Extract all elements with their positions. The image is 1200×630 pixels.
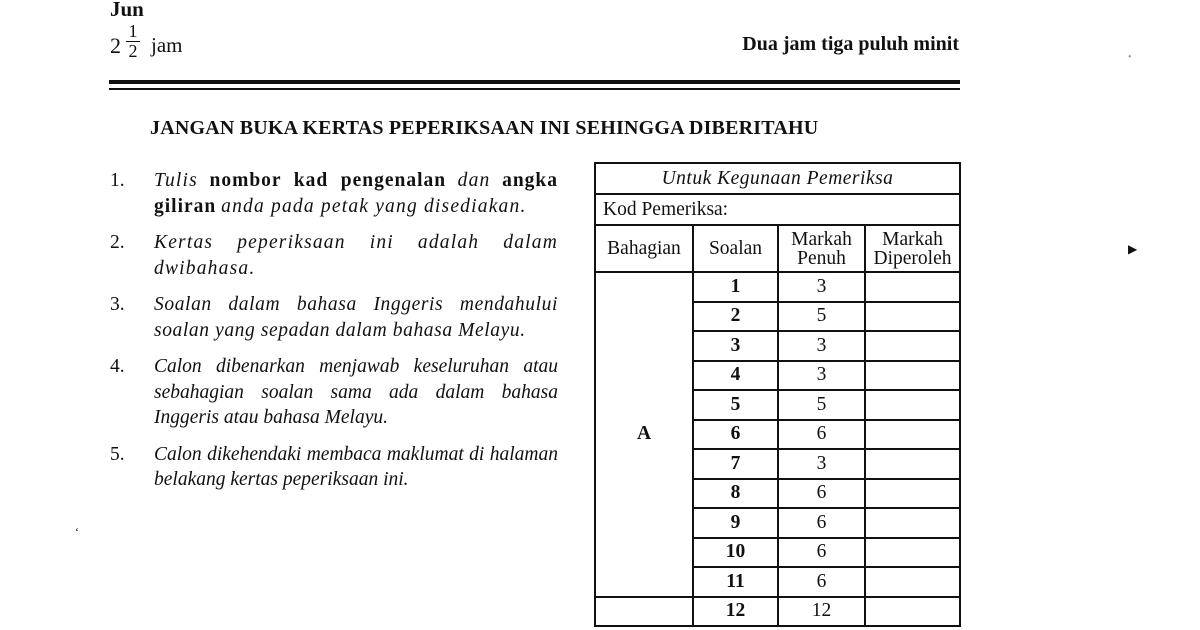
instruction-text: Calon dibenarkan menjawab keseluruhan atau sebahagian soalan sama ada dalam bahasa Inggeris atau bahasa Melayu. xyxy=(154,356,558,428)
question-number: 8 xyxy=(693,479,778,509)
instruction-bold-ic: nombor kad pengenalan xyxy=(209,170,447,191)
table-row xyxy=(595,597,960,627)
instruction-list xyxy=(110,168,558,504)
instruction-post: anda pada petak yang disediakan. xyxy=(221,195,527,217)
full-marks: 6 xyxy=(778,420,865,450)
question-number: 10 xyxy=(693,538,778,568)
marks-obtained-cell[interactable] xyxy=(865,420,960,450)
question-number: 4 xyxy=(693,361,778,391)
duration-words: Dua jam tiga puluh minit xyxy=(742,33,959,55)
full-marks: 6 xyxy=(778,508,865,538)
marks-obtained-cell[interactable] xyxy=(865,361,960,391)
instruction-mid: dan xyxy=(457,170,491,191)
instruction-item xyxy=(110,292,558,343)
examiner-table xyxy=(594,162,961,627)
full-marks: 3 xyxy=(778,272,865,302)
instruction-number: 4. xyxy=(110,356,125,377)
question-number: 1 xyxy=(693,272,778,302)
full-marks: 6 xyxy=(778,538,865,568)
question-number: 6 xyxy=(693,420,778,450)
full-marks: 3 xyxy=(778,331,865,361)
instruction-bold-index: angka giliran xyxy=(154,170,559,217)
full-marks: 3 xyxy=(778,449,865,479)
instruction-number: 2. xyxy=(110,232,125,253)
marks-obtained-cell[interactable] xyxy=(865,567,960,597)
column-header-section: Bahagian xyxy=(595,225,693,272)
full-marks: 5 xyxy=(778,390,865,420)
instruction-number: 3. xyxy=(110,294,125,315)
question-number: 5 xyxy=(693,390,778,420)
exam-month: Jun xyxy=(110,0,144,21)
fraction-numerator: 1 xyxy=(128,21,138,41)
full-marks-line-2: Penuh xyxy=(797,247,846,269)
full-marks: 3 xyxy=(778,361,865,391)
marks-obtained-cell[interactable] xyxy=(865,302,960,332)
duration-fraction xyxy=(125,22,141,61)
question-number: 3 xyxy=(693,331,778,361)
fraction-denominator: 2 xyxy=(128,41,138,61)
header-rule-thick xyxy=(109,80,960,84)
marks-obtained-cell[interactable] xyxy=(865,538,960,568)
column-header-question: Soalan xyxy=(693,225,778,272)
section-b-label xyxy=(595,597,693,627)
column-header-full-marks xyxy=(778,225,865,272)
scan-mark-arrow: ▶ xyxy=(1128,242,1138,256)
instruction-text xyxy=(154,168,558,219)
scan-mark-dot: • xyxy=(1128,52,1132,63)
marks-obtained-cell[interactable] xyxy=(865,331,960,361)
marks-obtained-line-2: Diperoleh xyxy=(873,247,952,269)
duration-unit: jam xyxy=(151,33,183,57)
table-row xyxy=(595,272,960,302)
instruction-text: Soalan dalam bahasa Inggeris mendahului soalan yang sepadan dalam bahasa Melayu. xyxy=(154,294,558,341)
full-marks-line-1: Markah xyxy=(791,228,852,250)
section-a-label: A xyxy=(595,272,693,597)
full-marks: 6 xyxy=(778,567,865,597)
instruction-text: Calon dikehendaki membaca maklumat di halaman belakang kertas peperiksaan ini. xyxy=(154,443,558,490)
marks-obtained-cell[interactable] xyxy=(865,390,960,420)
examiner-code-label: Kod Pemeriksa: xyxy=(595,194,960,225)
instruction-item xyxy=(110,354,558,431)
full-marks: 6 xyxy=(778,479,865,509)
marks-obtained-cell[interactable] xyxy=(865,597,960,627)
question-number: 12 xyxy=(693,597,778,627)
marks-obtained-cell[interactable] xyxy=(865,449,960,479)
scan-mark-stray: ‘ xyxy=(75,525,79,539)
question-number: 11 xyxy=(693,567,778,597)
examiner-table-title: Untuk Kegunaan Pemeriksa xyxy=(595,163,960,194)
marks-obtained-cell[interactable] xyxy=(865,508,960,538)
marks-obtained-cell[interactable] xyxy=(865,479,960,509)
full-marks: 12 xyxy=(778,597,865,627)
instruction-number: 5. xyxy=(110,443,125,465)
question-number: 7 xyxy=(693,449,778,479)
marks-obtained-cell[interactable] xyxy=(865,272,960,302)
instruction-item xyxy=(110,442,558,493)
instruction-pre: Tulis xyxy=(154,170,198,191)
header-rule-thin xyxy=(109,88,960,90)
instruction-item xyxy=(110,168,558,219)
column-header-marks-obtained xyxy=(865,225,960,272)
full-marks: 5 xyxy=(778,302,865,332)
instruction-text: Kertas peperiksaan ini adalah dalam dwibahasa. xyxy=(154,232,558,279)
marks-obtained-line-1: Markah xyxy=(882,228,943,250)
duration-whole: 2 xyxy=(110,33,121,58)
instruction-item xyxy=(110,230,558,281)
question-number: 2 xyxy=(693,302,778,332)
instruction-number: 1. xyxy=(110,170,125,191)
question-number: 9 xyxy=(693,508,778,538)
warning-heading: JANGAN BUKA KERTAS PEPERIKSAAN INI SEHINGGA DIBERITAHU xyxy=(150,117,819,139)
